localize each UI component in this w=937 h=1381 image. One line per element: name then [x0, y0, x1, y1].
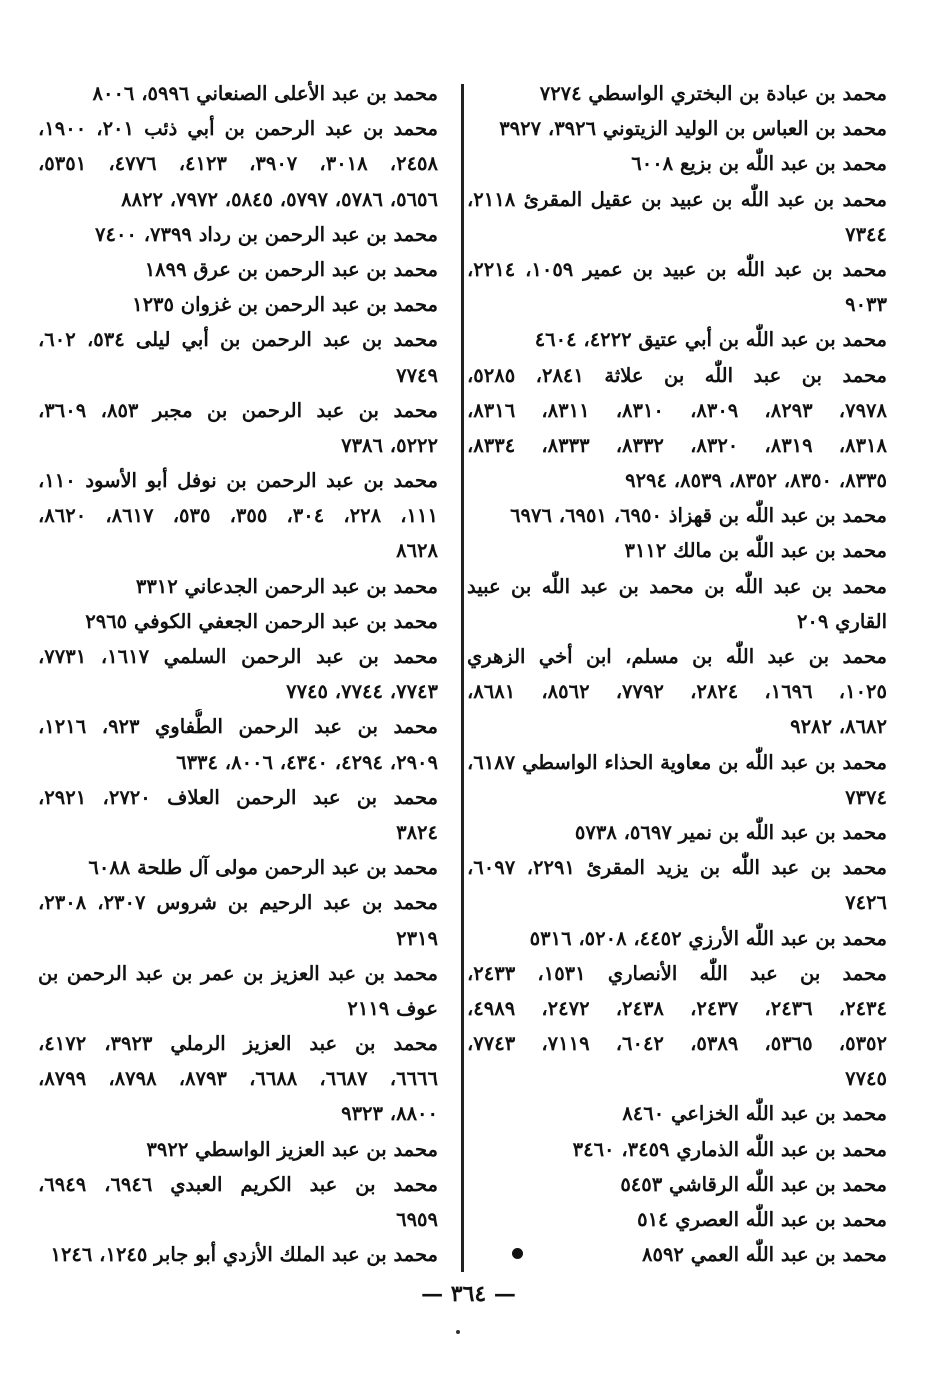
index-line: ٥٢٢٢، ٧٣٨٦	[341, 433, 438, 457]
index-line: محمد بن عبد اللّٰه الرقاشي ٥٤٥٣	[620, 1172, 887, 1196]
index-line: محمد بن عبد الرحيم بن شروس ٢٣٠٧، ٢٣٠٨،	[38, 891, 438, 915]
page-number: — ٣٦٤ —	[421, 1281, 516, 1307]
index-line: محمد بن عبد الرحمن الجعفي الكوفي ٢٩٦٥	[85, 609, 438, 633]
index-line: ٧٣٧٤	[845, 785, 887, 809]
index-line: محمد بن عبد اللّٰه الأنصاري ١٥٣١، ٢٤٣٣،	[467, 961, 887, 985]
index-line: ٢٤٣٤، ٢٤٣٦، ٢٤٣٧، ٢٤٣٨، ٢٤٧٢، ٤٩٨٩،	[467, 996, 887, 1020]
index-line: محمد بن عبد اللّٰه بن نمير ٥٦٩٧، ٥٧٣٨	[574, 820, 887, 844]
index-line: ٩٠٣٣	[845, 293, 887, 317]
index-line: محمد بن عبد اللّٰه بن علاثة ٢٨٤١، ٥٢٨٥،	[467, 363, 887, 387]
index-line: ٢٣١٩	[396, 926, 438, 950]
index-line: محمد بن عبد اللّٰه بن بزيع ٦٠٠٨	[631, 152, 887, 176]
index-line: محمد بن عبد اللّٰه بن معاوية الحذاء الواسطي ٦١٨٧،	[467, 750, 887, 774]
index-line: محمد بن عبد الرحمن الطُّفاوي ٩٢٣، ١٢١٦،	[38, 715, 438, 739]
index-line: ٨٦٢٨	[396, 539, 438, 563]
index-line: محمد بن عبادة بن البختري الواسطي ٧٢٧٤	[539, 82, 887, 105]
bullet-mark	[512, 1248, 523, 1259]
index-line: عوف ٢١١٩	[347, 996, 438, 1020]
index-line: ٧٤٢٦	[845, 891, 887, 915]
index-line: محمد بن عبد اللّٰه العمي ٨٥٩٢	[642, 1243, 887, 1267]
index-line: ٥٣٥٢، ٥٣٦٥، ٥٣٨٩، ٦٠٤٢، ٧١١٩، ٧٧٤٣،	[467, 1032, 887, 1056]
index-line: محمد بن عبد اللّٰه بن مسلم، ابن أخي الزهري	[467, 645, 887, 668]
index-line: ١٠٢٥، ١٦٩٦، ٢٨٢٤، ٧٧٩٢، ٨٥٦٢، ٨٦٨١،	[467, 680, 887, 704]
index-line: محمد بن عبد اللّٰه بن أبي عتيق ٤٢٢٢، ٤٦٠٤	[534, 328, 887, 352]
index-line: محمد بن عبد الأعلى الصنعاني ٥٩٩٦، ٨٠٠٦	[92, 82, 438, 105]
index-line: ٦٩٥٩	[396, 1208, 438, 1231]
index-line: محمد بن عبد العزيز الرملي ٣٩٢٣، ٤١٧٢،	[38, 1032, 438, 1056]
stray-dot	[456, 1330, 460, 1334]
index-line: ٧٧٤٩	[396, 363, 438, 387]
index-line: ٧٣٤٤	[845, 222, 887, 246]
index-line: محمد بن عبد الرحمن بن رداد ٧٣٩٩، ٧٤٠٠	[95, 222, 438, 246]
index-line: محمد بن عبد اللّٰه بن محمد بن عبد اللّٰه بن عبيد	[467, 574, 887, 598]
index-line: محمد بن عبد الرحمن بن مجبر ٨٥٣، ٣٦٠٩،	[38, 398, 438, 422]
index-line: محمد بن عبد الملك الأزدي أبو جابر ١٢٤٥، ١٢٤٦	[50, 1243, 438, 1267]
index-line: ٢٩٠٩، ٤٢٩٤، ٤٣٤٠، ٨٠٠٦، ٦٣٣٤	[176, 750, 438, 774]
index-line: محمد بن عبد الرحمن بن عرق ١٨٩٩	[144, 257, 438, 281]
index-line: محمد بن العباس بن الوليد الزيتوني ٣٩٢٦، ٣٩٢٧	[499, 117, 887, 141]
index-line: محمد بن عبد اللّٰه الخزاعي ٨٤٦٠	[622, 1102, 887, 1126]
index-line: محمد بن عبد الكريم العبدي ٦٩٤٦، ٦٩٤٩،	[38, 1172, 438, 1196]
index-line: محمد بن عبد الرحمن مولى آل طلحة ٦٠٨٨	[88, 856, 438, 880]
index-line: محمد بن عبد الرحمن بن أبي ليلى ٥٣٤، ٦٠٢،	[38, 328, 438, 352]
index-line: محمد بن عبد الرحمن السلمي ١٦١٧، ٧٧٣١،	[38, 645, 438, 668]
index-line: ٨٣٣٥، ٨٣٥٠، ٨٣٥٢، ٨٥٣٩، ٩٢٩٤	[625, 469, 887, 493]
index-line: محمد بن عبد اللّٰه بن عبيد بن عمير ١٠٥٩، ٢٢١٤،	[467, 257, 887, 281]
index-line: محمد بن عبد الرحمن بن غزوان ١٢٣٥	[132, 293, 438, 317]
index-line: محمد بن عبد اللّٰه بن قهزاذ ٦٩٥٠، ٦٩٥١، ٦٩٧٦	[510, 504, 887, 528]
column-divider	[461, 84, 464, 1272]
index-line: ١١١، ٢٢٨، ٣٠٤، ٣٥٥، ٥٣٥، ٨٦١٧، ٨٦٢٠،	[38, 504, 438, 528]
right-column	[467, 76, 887, 1276]
index-line: محمد بن عبد الرحمن الجدعاني ٣٣١٢	[135, 574, 438, 598]
index-line: ٨٦٨٢، ٩٢٨٢	[790, 715, 887, 739]
index-line: ٨٣١٨، ٨٣١٩، ٨٣٢٠، ٨٣٣٢، ٨٣٣٣، ٨٣٣٤،	[467, 433, 887, 457]
index-line: ٥٦٥٦، ٥٧٨٦، ٥٧٩٧، ٥٨٤٥، ٧٩٧٢، ٨٨٢٢	[121, 187, 438, 211]
index-line: ٧٧٤٥	[845, 1067, 887, 1091]
index-line: محمد بن عبد اللّٰه الأرزي ٤٤٥٢، ٥٢٠٨، ٥٣١٦	[529, 926, 887, 950]
index-line: محمد بن عبد الرحمن بن نوفل أبو الأسود ١١٠،	[38, 469, 438, 493]
index-line: محمد بن عبد اللّٰه العصري ٥١٤	[637, 1208, 887, 1231]
index-line: ٧٩٧٨، ٨٢٩٣، ٨٣٠٩، ٨٣١٠، ٨٣١١، ٨٣١٦،	[467, 398, 887, 422]
index-line: القاري ٢٠٩	[796, 609, 887, 633]
index-line: محمد بن عبد العزيز بن عمر بن عبد الرحمن بن	[38, 961, 438, 985]
index-line: ٧٧٤٣، ٧٧٤٤، ٧٧٤٥	[286, 680, 438, 704]
index-line: ٣٨٢٤	[396, 820, 438, 844]
index-line: محمد بن عبد اللّٰه بن عبيد بن عقيل المقرئ ٢١١٨،	[467, 187, 887, 211]
index-line: محمد بن عبد العزيز الواسطي ٣٩٢٢	[146, 1137, 438, 1161]
left-column	[38, 76, 438, 1276]
index-line: محمد بن عبد اللّٰه بن يزيد المقرئ ٢٢٩١، ٦٠٩٧،	[467, 856, 887, 880]
index-line: ٨٨٠٠، ٩٣٢٣	[341, 1102, 438, 1126]
index-line: محمد بن عبد اللّٰه الذماري ٣٤٥٩، ٣٤٦٠	[572, 1137, 887, 1161]
index-line: ٢٤٥٨، ٣٠١٨، ٣٩٠٧، ٤١٢٣، ٤٧٧٦، ٥٣٥١،	[38, 152, 438, 176]
index-line: ٦٦٦٦، ٦٦٨٧، ٦٦٨٨، ٨٧٩٣، ٨٧٩٨، ٨٧٩٩،	[38, 1067, 438, 1091]
index-line: محمد بن عبد اللّٰه بن مالك ٣١١٢	[624, 539, 887, 563]
index-line: محمد بن عبد الرحمن بن أبي ذئب ٢٠١، ١٩٠٠،	[38, 117, 438, 141]
index-line: محمد بن عبد الرحمن العلاف ٢٧٢٠، ٢٩٢١،	[38, 785, 438, 809]
